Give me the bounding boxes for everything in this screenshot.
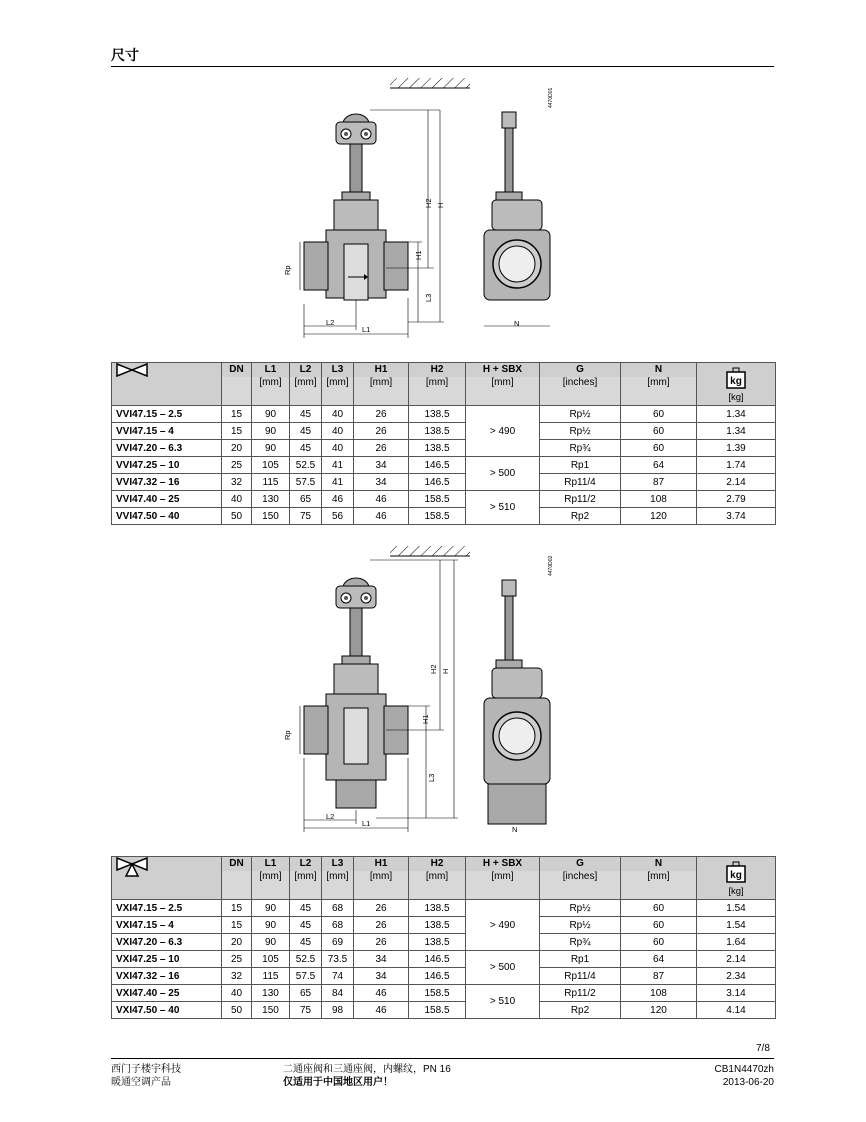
cell-l2: 65 (290, 985, 322, 1002)
two-way-valve-drawing (278, 72, 578, 342)
table-row (112, 474, 776, 491)
col-h1: H1 (354, 857, 409, 871)
table-row (112, 917, 776, 934)
cell-g: Rp½ (540, 423, 621, 440)
cell-h1: 26 (354, 900, 409, 917)
weight-icon (726, 861, 746, 883)
col-l2: L2 (290, 857, 322, 871)
table-row (112, 900, 776, 917)
cell-l3: 84 (322, 985, 354, 1002)
cell-l2: 75 (290, 508, 322, 525)
cell-n: 60 (621, 900, 697, 917)
cell-h2: 138.5 (409, 900, 466, 917)
footer-date: 2013-06-20 (722, 1077, 774, 1088)
cell-n: 64 (621, 457, 697, 474)
cell-type: VXI47.50 – 40 (112, 1002, 222, 1019)
cell-l1: 90 (252, 406, 290, 423)
three-way-valve-drawing (278, 540, 578, 836)
cell-l2: 45 (290, 934, 322, 951)
dim-label-n: N (514, 319, 520, 328)
cell-g: Rp2 (540, 508, 621, 525)
cell-type: VXI47.40 – 25 (112, 985, 222, 1002)
cell-hsbx: > 490 (466, 406, 540, 457)
unit-l3: [mm] (322, 377, 354, 406)
dim-label-h2: H2 (424, 198, 433, 208)
cell-h2: 146.5 (409, 968, 466, 985)
cell-l2: 75 (290, 1002, 322, 1019)
cell-n: 108 (621, 491, 697, 508)
cell-kg: 2.79 (697, 491, 776, 508)
cell-type: VVI47.20 – 6.3 (112, 440, 222, 457)
cell-l1: 90 (252, 900, 290, 917)
cell-l1: 130 (252, 491, 290, 508)
cell-dn: 15 (222, 406, 252, 423)
cell-g: Rp¾ (540, 934, 621, 951)
cell-l2: 65 (290, 491, 322, 508)
unit-h2: [mm] (409, 871, 466, 900)
drawing-code: 4470D01 (548, 87, 554, 108)
cell-l1: 90 (252, 917, 290, 934)
two-way-valve-symbol (112, 363, 222, 406)
cell-l2: 45 (290, 406, 322, 423)
unit-hsbx: [mm] (466, 871, 540, 900)
cell-l3: 68 (322, 917, 354, 934)
cell-h1: 26 (354, 917, 409, 934)
unit-g: [inches] (540, 377, 621, 406)
cell-dn: 40 (222, 985, 252, 1002)
cell-n: 60 (621, 934, 697, 951)
cell-dn: 20 (222, 934, 252, 951)
cell-g: Rp½ (540, 917, 621, 934)
cell-l2: 45 (290, 917, 322, 934)
cell-l3: 73.5 (322, 951, 354, 968)
unit-l2: [mm] (290, 871, 322, 900)
cell-l1: 150 (252, 1002, 290, 1019)
cell-h1: 26 (354, 406, 409, 423)
cell-type: VXI47.15 – 4 (112, 917, 222, 934)
unit-kg: [kg] (728, 886, 744, 897)
cell-kg: 1.64 (697, 934, 776, 951)
cell-n: 60 (621, 917, 697, 934)
cell-h1: 26 (354, 423, 409, 440)
cell-dn: 15 (222, 900, 252, 917)
cell-l1: 90 (252, 440, 290, 457)
dim-label-l1: L1 (362, 819, 371, 828)
dim-label-h1: H1 (414, 250, 423, 260)
footer-division: 暖通空调产品 (111, 1077, 171, 1088)
dim-label-l2: L2 (326, 812, 335, 821)
dim-label-h: H (441, 668, 450, 674)
cell-h1: 46 (354, 1002, 409, 1019)
unit-hsbx: [mm] (466, 377, 540, 406)
col-weight (697, 857, 776, 900)
cell-type: VVI47.15 – 2.5 (112, 406, 222, 423)
table-row (112, 1002, 776, 1019)
cell-dn: 32 (222, 474, 252, 491)
unit-h1: [mm] (354, 377, 409, 406)
cell-hsbx: > 510 (466, 491, 540, 525)
col-l3: L3 (322, 363, 354, 377)
cell-type: VVI47.32 – 16 (112, 474, 222, 491)
col-n: N (621, 857, 697, 871)
cell-h2: 138.5 (409, 934, 466, 951)
cell-h2: 158.5 (409, 491, 466, 508)
cell-type: VXI47.15 – 2.5 (112, 900, 222, 917)
page-title: 尺寸 (111, 47, 139, 63)
cell-l1: 90 (252, 423, 290, 440)
cell-n: 120 (621, 508, 697, 525)
col-g: G (540, 857, 621, 871)
cell-kg: 1.74 (697, 457, 776, 474)
unit-g: [inches] (540, 871, 621, 900)
col-n: N (621, 363, 697, 377)
col-h2: H2 (409, 363, 466, 377)
cell-l3: 41 (322, 457, 354, 474)
cell-dn: 50 (222, 508, 252, 525)
dim-label-l2: L2 (326, 318, 335, 327)
cell-h1: 26 (354, 934, 409, 951)
cell-l3: 68 (322, 900, 354, 917)
dim-label-l3: L3 (424, 293, 433, 302)
unit-dn (222, 871, 252, 900)
cell-h2: 146.5 (409, 951, 466, 968)
cell-g: Rp¾ (540, 440, 621, 457)
dim-label-l1: L1 (362, 325, 371, 334)
cell-g: Rp11/4 (540, 474, 621, 491)
cell-type: VVI47.25 – 10 (112, 457, 222, 474)
cell-kg: 3.74 (697, 508, 776, 525)
cell-l3: 98 (322, 1002, 354, 1019)
cell-l3: 40 (322, 423, 354, 440)
cell-hsbx: > 500 (466, 457, 540, 491)
cell-n: 87 (621, 474, 697, 491)
cell-hsbx: > 510 (466, 985, 540, 1019)
svg-text:kg: kg (730, 870, 742, 881)
cell-kg: 1.34 (697, 406, 776, 423)
cell-l1: 105 (252, 951, 290, 968)
cell-kg: 1.39 (697, 440, 776, 457)
cell-h1: 46 (354, 508, 409, 525)
unit-kg: [kg] (728, 392, 744, 403)
col-l2: L2 (290, 363, 322, 377)
cell-h2: 138.5 (409, 440, 466, 457)
col-l1: L1 (252, 363, 290, 377)
col-dn: DN (222, 363, 252, 377)
cell-h2: 138.5 (409, 423, 466, 440)
footer-product: 二通座阀和三通座阀，内螺纹，PN 16 (283, 1064, 451, 1075)
unit-dn (222, 377, 252, 406)
cell-g: Rp2 (540, 1002, 621, 1019)
cell-g: Rp11/2 (540, 985, 621, 1002)
table-row (112, 440, 776, 457)
cell-n: 87 (621, 968, 697, 985)
cell-n: 60 (621, 406, 697, 423)
cell-h2: 158.5 (409, 508, 466, 525)
cell-dn: 15 (222, 423, 252, 440)
cell-l2: 45 (290, 900, 322, 917)
cell-h1: 46 (354, 985, 409, 1002)
cell-l1: 105 (252, 457, 290, 474)
cell-kg: 1.34 (697, 423, 776, 440)
cell-g: Rp1 (540, 951, 621, 968)
cell-hsbx: > 500 (466, 951, 540, 985)
cell-h1: 34 (354, 474, 409, 491)
cell-l1: 150 (252, 508, 290, 525)
unit-n: [mm] (621, 871, 697, 900)
cell-g: Rp½ (540, 406, 621, 423)
cell-dn: 32 (222, 968, 252, 985)
footer-notice: 仅适用于中国地区用户！ (283, 1077, 393, 1088)
cell-kg: 1.54 (697, 917, 776, 934)
cell-kg: 4.14 (697, 1002, 776, 1019)
cell-type: VXI47.32 – 16 (112, 968, 222, 985)
col-l3: L3 (322, 857, 354, 871)
cell-l3: 40 (322, 440, 354, 457)
col-weight (697, 363, 776, 406)
dim-label-rp: Rp (283, 265, 292, 275)
cell-type: VXI47.20 – 6.3 (112, 934, 222, 951)
table-row (112, 423, 776, 440)
unit-l1: [mm] (252, 871, 290, 900)
cell-l2: 57.5 (290, 474, 322, 491)
cell-h2: 138.5 (409, 917, 466, 934)
table-row (112, 968, 776, 985)
cell-n: 60 (621, 423, 697, 440)
col-hsbx: H + SBX (466, 363, 540, 377)
cell-l1: 115 (252, 968, 290, 985)
cell-h1: 34 (354, 968, 409, 985)
footer-doc-code: CB1N4470zh (714, 1064, 774, 1075)
cell-kg: 2.14 (697, 951, 776, 968)
cell-kg: 3.14 (697, 985, 776, 1002)
svg-text:kg: kg (730, 376, 742, 387)
unit-l3: [mm] (322, 871, 354, 900)
cell-h1: 34 (354, 457, 409, 474)
two-way-valve-dimension-table (111, 362, 776, 525)
title-divider (111, 66, 774, 67)
cell-dn: 40 (222, 491, 252, 508)
cell-kg: 2.34 (697, 968, 776, 985)
cell-g: Rp11/2 (540, 491, 621, 508)
cell-l3: 46 (322, 491, 354, 508)
dim-label-n: N (512, 825, 518, 834)
table-row (112, 457, 776, 474)
table-row (112, 491, 776, 508)
three-way-valve-dimension-table (111, 856, 776, 1019)
cell-h1: 26 (354, 440, 409, 457)
cell-n: 60 (621, 440, 697, 457)
cell-l3: 74 (322, 968, 354, 985)
dim-label-h2: H2 (429, 664, 438, 674)
cell-l2: 52.5 (290, 457, 322, 474)
cell-h2: 158.5 (409, 1002, 466, 1019)
dim-label-l3: L3 (427, 773, 436, 782)
unit-l2: [mm] (290, 377, 322, 406)
table-row (112, 934, 776, 951)
table-row (112, 951, 776, 968)
footer-divider (111, 1058, 774, 1059)
cell-dn: 15 (222, 917, 252, 934)
cell-dn: 25 (222, 457, 252, 474)
unit-l1: [mm] (252, 377, 290, 406)
cell-g: Rp½ (540, 900, 621, 917)
cell-type: VVI47.40 – 25 (112, 491, 222, 508)
cell-g: Rp11/4 (540, 968, 621, 985)
cell-type: VXI47.25 – 10 (112, 951, 222, 968)
col-h2: H2 (409, 857, 466, 871)
unit-n: [mm] (621, 377, 697, 406)
cell-n: 108 (621, 985, 697, 1002)
cell-kg: 1.54 (697, 900, 776, 917)
cell-dn: 20 (222, 440, 252, 457)
cell-l2: 57.5 (290, 968, 322, 985)
table-row (112, 406, 776, 423)
cell-type: VVI47.15 – 4 (112, 423, 222, 440)
cell-h2: 146.5 (409, 457, 466, 474)
footer-company: 西门子楼宇科技 (111, 1064, 181, 1075)
cell-l1: 115 (252, 474, 290, 491)
cell-l3: 69 (322, 934, 354, 951)
col-hsbx: H + SBX (466, 857, 540, 871)
three-way-valve-symbol (112, 857, 222, 900)
cell-l2: 52.5 (290, 951, 322, 968)
cell-n: 64 (621, 951, 697, 968)
cell-hsbx: > 490 (466, 900, 540, 951)
page-number: 7/8 (756, 1043, 770, 1054)
cell-h2: 146.5 (409, 474, 466, 491)
drawing-code: 4470D02 (548, 555, 554, 576)
cell-n: 120 (621, 1002, 697, 1019)
col-g: G (540, 363, 621, 377)
col-l1: L1 (252, 857, 290, 871)
cell-type: VVI47.50 – 40 (112, 508, 222, 525)
table-row (112, 985, 776, 1002)
col-dn: DN (222, 857, 252, 871)
cell-dn: 50 (222, 1002, 252, 1019)
cell-h2: 138.5 (409, 406, 466, 423)
dim-label-rp: Rp (283, 730, 292, 740)
cell-l3: 56 (322, 508, 354, 525)
dim-label-h: H (436, 202, 445, 208)
dim-label-h1: H1 (421, 714, 430, 724)
cell-h1: 46 (354, 491, 409, 508)
unit-h2: [mm] (409, 377, 466, 406)
unit-h1: [mm] (354, 871, 409, 900)
cell-l3: 40 (322, 406, 354, 423)
cell-l2: 45 (290, 423, 322, 440)
cell-l1: 130 (252, 985, 290, 1002)
cell-l2: 45 (290, 440, 322, 457)
table-row (112, 508, 776, 525)
cell-l3: 41 (322, 474, 354, 491)
cell-kg: 2.14 (697, 474, 776, 491)
cell-l1: 90 (252, 934, 290, 951)
weight-icon (726, 367, 746, 389)
cell-dn: 25 (222, 951, 252, 968)
cell-h1: 34 (354, 951, 409, 968)
cell-h2: 158.5 (409, 985, 466, 1002)
cell-g: Rp1 (540, 457, 621, 474)
col-h1: H1 (354, 363, 409, 377)
